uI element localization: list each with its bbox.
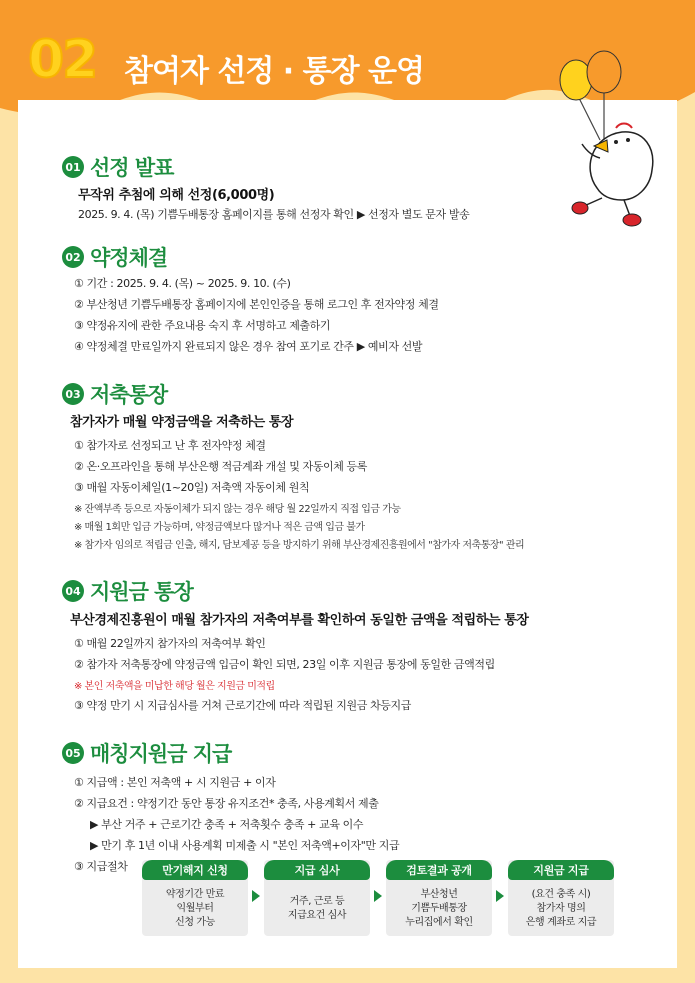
step-line: 부산청년	[420, 889, 458, 900]
process-step-payment-review	[264, 860, 370, 936]
step-description	[508, 882, 614, 936]
section-number-badge: 02	[62, 246, 84, 268]
step-description	[386, 882, 492, 936]
section-number-badge: 04	[62, 580, 84, 602]
step-description	[142, 882, 248, 936]
list-item: ① 기간 : 2025. 9. 4. (목) ~ 2025. 9. 10. (수)	[74, 277, 291, 290]
step-line: 은행 계좌로 지급	[525, 917, 597, 928]
section-lead-text: 참가자가 매월 약정금액을 저축하는 통장	[70, 415, 294, 430]
step-description	[264, 882, 370, 936]
step-line: 거주, 근로 등	[289, 896, 345, 907]
step-line: 기쁨두배통장	[411, 903, 467, 914]
section-number: 02	[28, 30, 97, 90]
step-line: 약정기간 만료	[165, 889, 225, 900]
list-item: ③ 매월 자동이체일(1~20일) 저축액 자동이체 원칙	[74, 481, 310, 494]
arrow-right-icon	[496, 890, 504, 902]
page-title: 참여자 선정 · 통장 운영	[124, 54, 424, 89]
step-title: 검토결과 공개	[386, 860, 492, 880]
section-title: 약정체결	[90, 246, 168, 270]
list-item: ② 지급요건 : 약정기간 동안 통장 유지조건* 충족, 사용계획서 제출	[74, 797, 379, 810]
list-item: ③ 약정유지에 관한 주요내용 숙지 후 서명하고 제출하기	[74, 319, 331, 332]
sub-list-item: ▶ 만기 후 1년 이내 사용계획 미제출 시 "본인 저축액+이자"만 지급	[90, 839, 400, 852]
list-item: ③ 지급절차	[74, 860, 128, 873]
process-step-result-disclosure	[386, 860, 492, 936]
step-line: 지급요건 심사	[287, 910, 347, 921]
section-lead-text: 무작위 추첨에 의해 선정(6,000명)	[78, 188, 275, 203]
step-line: 익월부터	[176, 903, 214, 914]
section-number-badge: 01	[62, 156, 84, 178]
list-item: ③ 약정 만기 시 지급심사를 거쳐 근로기간에 따라 적립된 지원금 차등지급	[74, 699, 411, 712]
process-step-payment	[508, 860, 614, 936]
list-item: ④ 약정체결 만료일까지 완료되지 않은 경우 참여 포기로 간주 ▶ 예비자 선발	[74, 340, 423, 353]
list-item: ② 온·오프라인을 통해 부산은행 적금계좌 개설 및 자동이체 등록	[74, 460, 367, 473]
list-item: ① 매월 22일까지 참가자의 저축여부 확인	[74, 637, 266, 650]
section-title: 선정 발표	[90, 156, 174, 180]
section-title: 지원금 통장	[90, 580, 193, 604]
note-text: ※ 참가자 임의로 적립금 인출, 해지, 담보제공 등을 방지하기 위해 부산경제진흥원에서 "참가자 저축통장" 관리	[74, 540, 525, 551]
step-title: 만기해지 신청	[142, 860, 248, 880]
list-item: ② 부산청년 기쁨두배통장 홈페이지에 본인인증을 통해 로그인 후 전자약정 체결	[74, 298, 439, 311]
process-step-maturity-request	[142, 860, 248, 936]
warning-note: ※ 본인 저축액을 미납한 해당 월은 지원금 미적립	[74, 681, 275, 692]
step-title: 지급 심사	[264, 860, 370, 880]
arrow-right-icon	[252, 890, 260, 902]
section-number-badge: 03	[62, 383, 84, 405]
note-text: ※ 매월 1회만 입금 가능하며, 약정금액보다 많거나 적은 금액 입금 불가	[74, 522, 365, 533]
section-savings-account-heading	[62, 379, 167, 409]
list-item: ① 참가자로 선정되고 난 후 전자약정 체결	[74, 439, 266, 452]
list-item: ① 지급액 : 본인 저축액 + 시 지원금 + 이자	[74, 776, 276, 789]
step-title: 지원금 지급	[508, 860, 614, 880]
sub-list-item: ▶ 부산 거주 + 근로기간 충족 + 저축횟수 충족 + 교육 이수	[90, 818, 364, 831]
list-item: ② 참가자 저축통장에 약정금액 입금이 확인 되면, 23일 이후 지원금 통장에 동일한 금액적립	[74, 658, 495, 671]
step-line: (요건 충족 시)	[531, 889, 591, 900]
step-line: 신청 가능	[175, 917, 215, 928]
section-number-badge: 05	[62, 742, 84, 764]
section-body-text: 2025. 9. 4. (목) 기쁨두배통장 홈페이지를 통해 선정자 확인 ▶ 선정자 별도 문자 발송	[78, 208, 470, 221]
section-title: 저축통장	[90, 383, 168, 407]
section-support-account-heading	[62, 576, 193, 606]
section-agreement-heading	[62, 242, 167, 272]
section-matching-payment-heading	[62, 738, 231, 768]
arrow-right-icon	[374, 890, 382, 902]
section-lead-text: 부산경제진흥원이 매월 참가자의 저축여부를 확인하여 동일한 금액을 적립하는 통장	[70, 613, 529, 628]
note-text: ※ 잔액부족 등으로 자동이체가 되지 않는 경우 해당 월 22일까지 직접 입금 가능	[74, 504, 401, 515]
step-line: 참가자 명의	[536, 903, 586, 914]
section-selection-announcement-heading	[62, 152, 173, 182]
section-title: 매칭지원금 지급	[90, 742, 232, 766]
step-line: 누리집에서 확인	[405, 917, 473, 928]
